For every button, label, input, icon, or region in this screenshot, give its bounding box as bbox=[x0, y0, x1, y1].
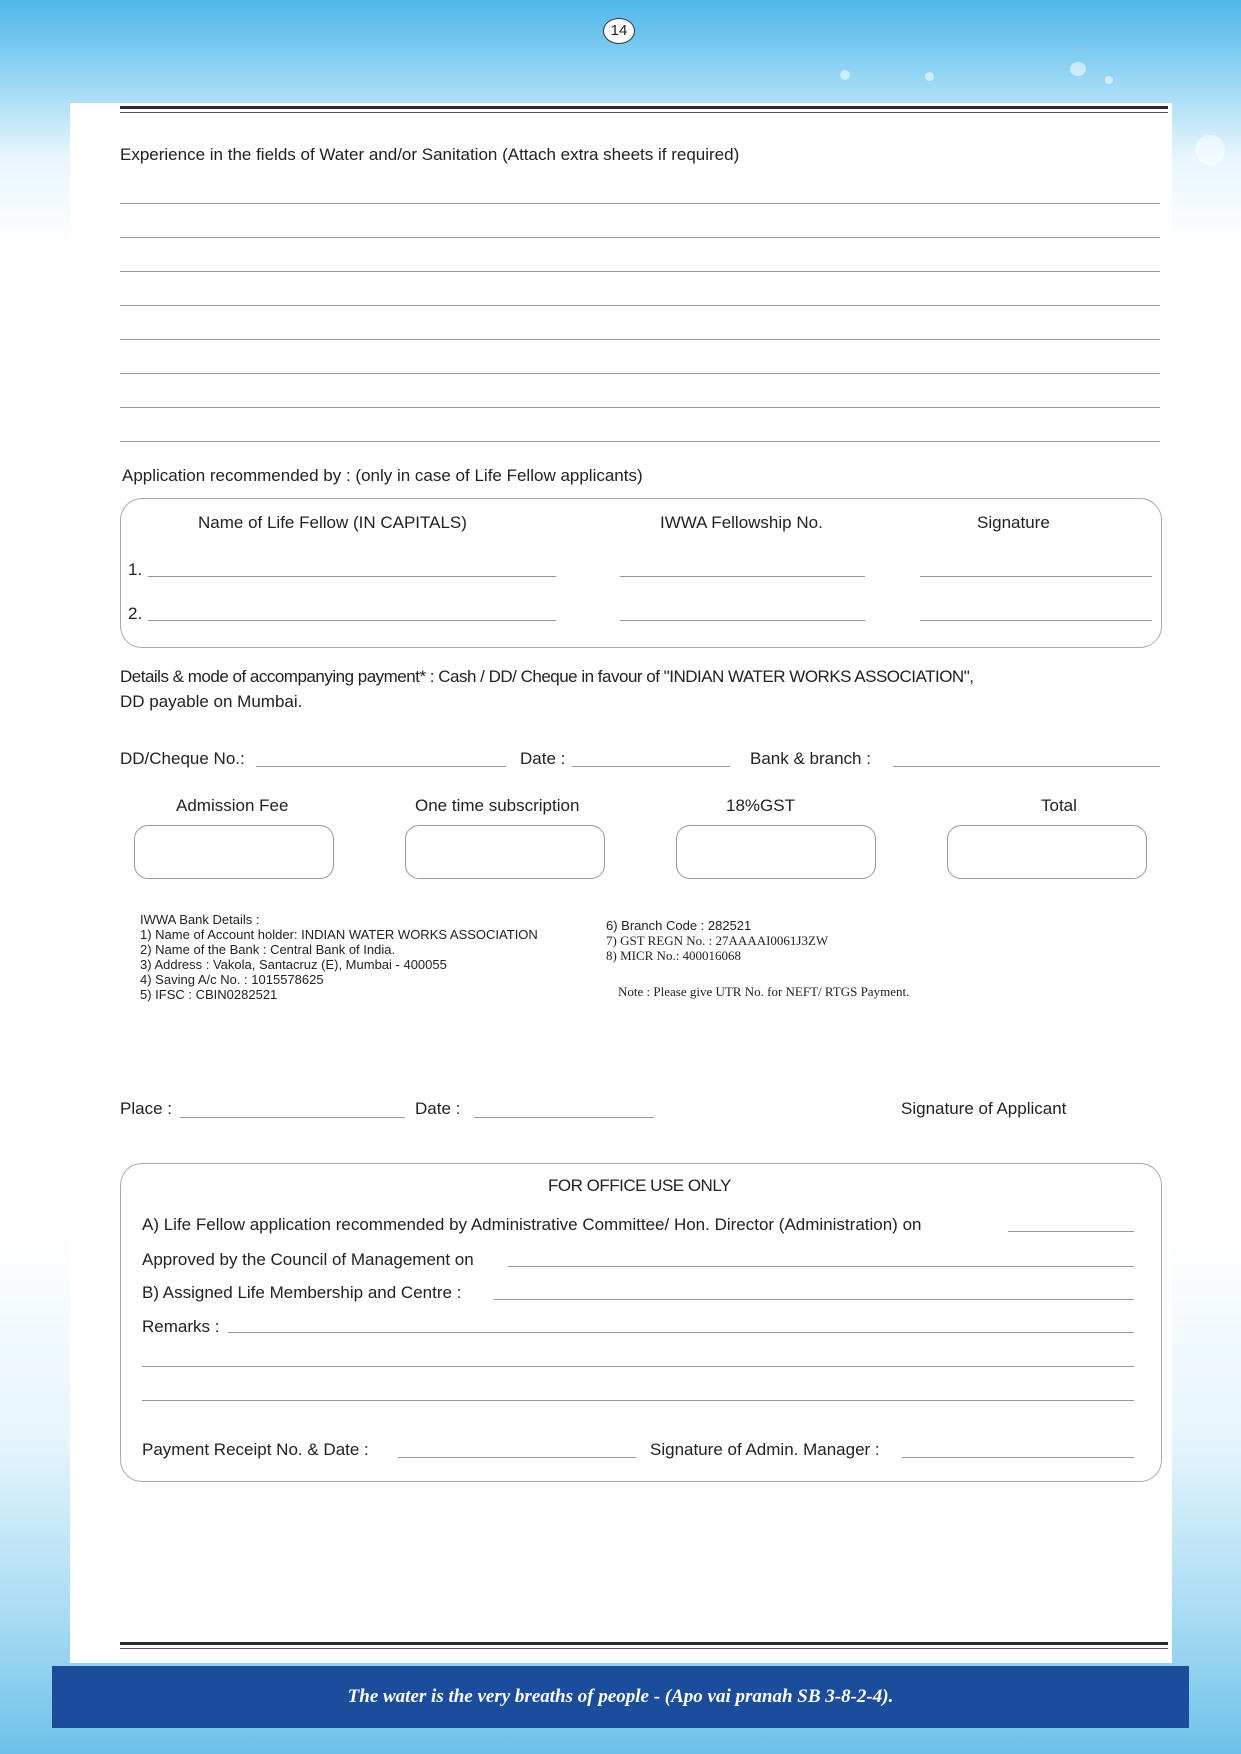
fellowship-no-field[interactable] bbox=[620, 620, 865, 621]
payment-details-line2: DD payable on Mumbai. bbox=[120, 692, 303, 711]
place-label: Place : bbox=[120, 1099, 172, 1118]
water-bubble-decoration bbox=[925, 72, 934, 81]
experience-line[interactable] bbox=[120, 407, 1160, 408]
footer-quote-banner bbox=[52, 1666, 1189, 1728]
office-line-a: A) Life Fellow application recommended by Administrative Committee/ Hon. Director (Administration) on bbox=[142, 1215, 922, 1234]
water-bubble-decoration bbox=[1195, 135, 1225, 165]
office-line-a-field[interactable] bbox=[1008, 1231, 1134, 1232]
payment-details-line1: Details & mode of accompanying payment* : Cash / DD/ Cheque in favour of "INDIAN WATER WORKS ASSOCIATION", bbox=[120, 667, 974, 686]
dd-cheque-label: DD/Cheque No.: bbox=[120, 749, 245, 768]
office-use-title: FOR OFFICE USE ONLY bbox=[548, 1176, 731, 1195]
top-rule bbox=[120, 106, 1168, 113]
membership-centre-field[interactable] bbox=[494, 1299, 1134, 1300]
dd-cheque-field[interactable] bbox=[256, 766, 506, 767]
admission-fee-header: Admission Fee bbox=[176, 796, 289, 815]
col-header-name: Name of Life Fellow (IN CAPITALS) bbox=[198, 513, 467, 532]
bank-detail-line: 1) Name of Account holder: INDIAN WATER WORKS ASSOCIATION bbox=[140, 927, 538, 942]
footer-quote: The water is the very breaths of people - (Apo vai pranah SB 3-8-2-4). bbox=[347, 1686, 894, 1707]
experience-line[interactable] bbox=[120, 271, 1160, 272]
gst-box[interactable] bbox=[676, 825, 876, 879]
experience-line[interactable] bbox=[120, 305, 1160, 306]
payment-date-label: Date : bbox=[520, 749, 566, 768]
experience-line[interactable] bbox=[120, 441, 1160, 442]
applicant-signature-label: Signature of Applicant bbox=[901, 1099, 1067, 1118]
bank-details-left bbox=[140, 912, 538, 1002]
experience-label: Experience in the fields of Water and/or Sanitation (Attach extra sheets if required) bbox=[120, 145, 740, 164]
place-field[interactable] bbox=[180, 1117, 405, 1118]
water-bubble-decoration bbox=[840, 70, 850, 80]
bank-details-right bbox=[606, 918, 828, 963]
remarks-label: Remarks : bbox=[142, 1317, 220, 1336]
experience-line[interactable] bbox=[120, 203, 1160, 204]
bank-detail-line: 2) Name of the Bank : Central Bank of India. bbox=[140, 942, 396, 957]
payment-date-field[interactable] bbox=[572, 766, 730, 767]
bank-detail-line: 8) MICR No.: 400016068 bbox=[606, 948, 742, 963]
bank-detail-line: 3) Address : Vakola, Santacruz (E), Mumbai - 400055 bbox=[140, 957, 447, 972]
total-box[interactable] bbox=[947, 825, 1147, 879]
subscription-box[interactable] bbox=[405, 825, 605, 879]
signoff-date-field[interactable] bbox=[474, 1117, 654, 1118]
page-number: 14 bbox=[603, 18, 635, 44]
bank-detail-line: IWWA Bank Details : bbox=[140, 912, 260, 927]
approved-field[interactable] bbox=[508, 1266, 1134, 1267]
row-number: 2. bbox=[128, 604, 143, 623]
fellowship-no-field[interactable] bbox=[620, 576, 865, 577]
bank-detail-line: 4) Saving A/c No. : 1015578625 bbox=[140, 972, 324, 987]
fellow-name-field[interactable] bbox=[148, 620, 556, 621]
col-header-signature: Signature bbox=[977, 513, 1050, 532]
admin-signature-label: Signature of Admin. Manager : bbox=[650, 1440, 880, 1459]
signoff-date-label: Date : bbox=[415, 1099, 461, 1118]
remarks-field[interactable] bbox=[142, 1400, 1134, 1401]
fellow-name-field[interactable] bbox=[148, 576, 556, 577]
experience-line[interactable] bbox=[120, 373, 1160, 374]
gst-header: 18%GST bbox=[726, 796, 795, 815]
bank-branch-label: Bank & branch : bbox=[750, 749, 871, 768]
bottom-rule bbox=[120, 1642, 1168, 1649]
row-number: 1. bbox=[128, 560, 143, 579]
utr-note: Note : Please give UTR No. for NEFT/ RTGS Payment. bbox=[618, 984, 910, 999]
subscription-header: One time subscription bbox=[415, 796, 580, 815]
receipt-label: Payment Receipt No. & Date : bbox=[142, 1440, 369, 1459]
receipt-field[interactable] bbox=[398, 1457, 636, 1458]
signature-field[interactable] bbox=[920, 576, 1152, 577]
experience-line[interactable] bbox=[120, 237, 1160, 238]
total-header: Total bbox=[1041, 796, 1077, 815]
col-header-fellowship: IWWA Fellowship No. bbox=[660, 513, 823, 532]
admission-fee-box[interactable] bbox=[134, 825, 334, 879]
approved-label: Approved by the Council of Management on bbox=[142, 1250, 474, 1269]
bank-detail-line: 6) Branch Code : 282521 bbox=[606, 918, 752, 933]
admin-signature-field[interactable] bbox=[902, 1457, 1134, 1458]
line-b-label: B) Assigned Life Membership and Centre : bbox=[142, 1283, 462, 1302]
bank-detail-line: 7) GST REGN No. : 27AAAAI0061J3ZW bbox=[606, 933, 829, 948]
remarks-field[interactable] bbox=[228, 1332, 1134, 1333]
bank-branch-field[interactable] bbox=[893, 766, 1160, 767]
signature-field[interactable] bbox=[920, 620, 1152, 621]
water-bubble-decoration bbox=[1105, 76, 1113, 84]
experience-line[interactable] bbox=[120, 339, 1160, 340]
office-use-panel bbox=[120, 1163, 1162, 1482]
recommendation-label: Application recommended by : (only in case of Life Fellow applicants) bbox=[122, 466, 643, 485]
water-bubble-decoration bbox=[1070, 62, 1086, 76]
remarks-field[interactable] bbox=[142, 1366, 1134, 1367]
bank-detail-line: 5) IFSC : CBIN0282521 bbox=[140, 987, 278, 1002]
